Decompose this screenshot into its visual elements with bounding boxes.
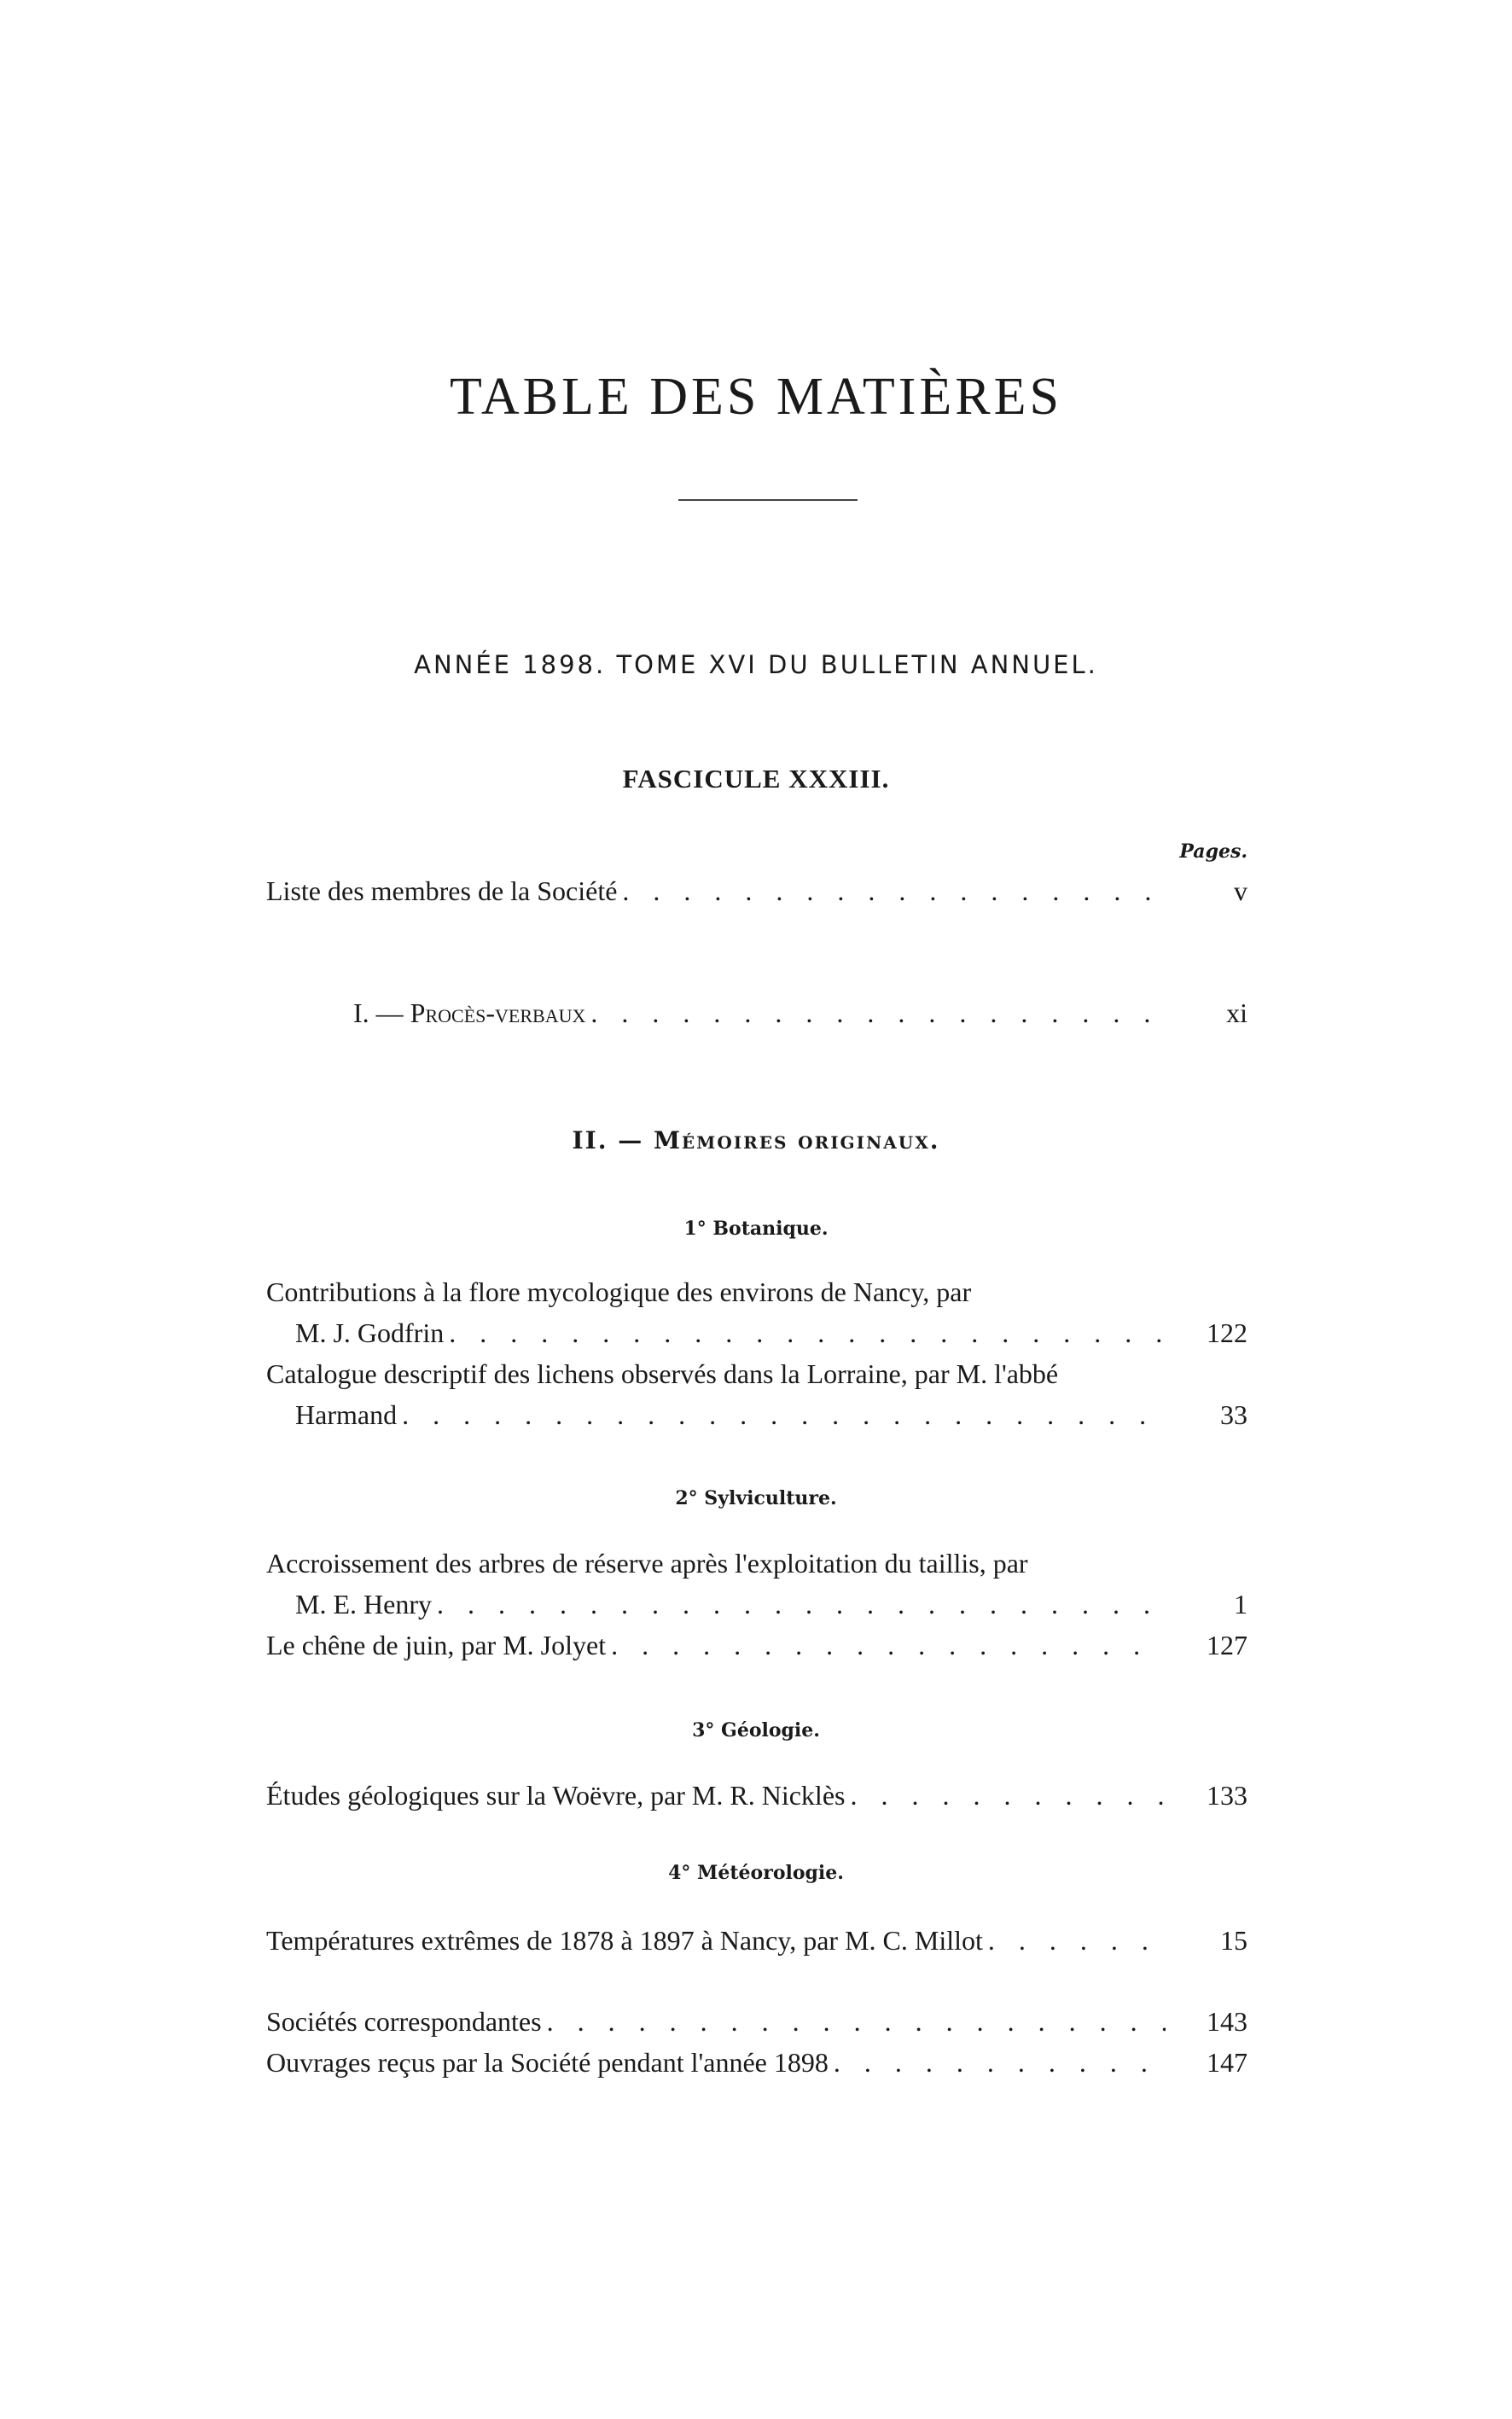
toc-page-number: v xyxy=(1234,875,1247,906)
toc-entry-text: I. — Procès-verbaux xyxy=(353,997,586,1028)
toc-entry-text-cont: M. J. Godfrin xyxy=(295,1317,445,1348)
toc-back-matter xyxy=(266,2001,1247,2083)
toc-page-number: 122 xyxy=(1207,1317,1247,1348)
fascicule-heading: FASCICULE XXXIII. xyxy=(622,764,890,794)
volume-subheading: ANNÉE 1898. TOME XVI DU BULLETIN ANNUEL. xyxy=(414,650,1098,679)
toc-entry-nickles xyxy=(266,1775,1247,1816)
subsection-heading-sylviculture: 2° Sylviculture. xyxy=(675,1487,837,1509)
leader-dots xyxy=(397,1394,1166,1435)
toc-entry-godfrin xyxy=(266,1271,1247,1353)
toc-page-number: 133 xyxy=(1207,1780,1247,1811)
subsection-heading-geologie: 3° Géologie. xyxy=(692,1719,820,1742)
toc-entry-text: Contributions à la flore mycologique des environs de Nancy, par xyxy=(266,1276,972,1307)
section-heading-memoires: II. — Mémoires originaux. xyxy=(572,1126,940,1154)
toc-entry-text: Accroissement des arbres de réserve après l'exploitation du taillis, par xyxy=(266,1548,1028,1579)
toc-entry-henry xyxy=(266,1543,1247,1666)
toc-entry-text: Liste des membres de la Société xyxy=(266,875,618,906)
toc-entry-text: Catalogue descriptif des lichens observés dans la Lorraine, par M. l'abbé xyxy=(266,1358,1059,1389)
toc-entry-text: Températures extrêmes de 1878 à 1897 à Nancy, par M. C. Millot xyxy=(266,1925,983,1956)
leader-dots xyxy=(444,1312,1166,1353)
leader-dots xyxy=(845,1775,1166,1816)
toc-page-number: 143 xyxy=(1207,2006,1247,2037)
toc-page-number: 127 xyxy=(1207,1630,1247,1660)
subsection-heading-meteorologie: 4° Météorologie. xyxy=(668,1862,844,1884)
toc-page-number: 15 xyxy=(1220,1925,1247,1956)
toc-entry-text-cont: Harmand xyxy=(295,1399,398,1430)
toc-page-number: 1 xyxy=(1234,1589,1247,1619)
page-title: TABLE DES MATIÈRES xyxy=(449,368,1063,426)
toc-entry-harmand xyxy=(266,1353,1247,1435)
leader-dots xyxy=(617,870,1166,911)
leader-dots xyxy=(606,1625,1166,1666)
toc-entry-proces-verbaux xyxy=(353,992,1247,1033)
leader-dots xyxy=(432,1584,1166,1625)
subsection-heading-botanique: 1° Botanique. xyxy=(683,1218,829,1240)
toc-entry-text-cont: M. E. Henry xyxy=(295,1589,432,1619)
toc-entry-members xyxy=(266,870,1247,911)
leader-dots xyxy=(983,1920,1166,1961)
leader-dots xyxy=(829,2042,1166,2083)
toc-entry-text: Sociétés correspondantes xyxy=(266,2006,542,2037)
title-rule xyxy=(678,499,858,501)
toc-entry-text: Études géologiques sur la Woëvre, par M. R. Nicklès xyxy=(266,1780,846,1811)
toc-entry-millot xyxy=(266,1920,1247,1961)
toc-page-number: 147 xyxy=(1207,2047,1247,2078)
toc-entry-text: Ouvrages reçus par la Société pendant l'année 1898 xyxy=(266,2047,829,2078)
toc-page-number: 33 xyxy=(1220,1399,1247,1430)
toc-page-number: xi xyxy=(1226,997,1247,1028)
toc-entry-text: Le chêne de juin, par M. Jolyet xyxy=(266,1630,607,1660)
pages-column-label: Pages. xyxy=(1179,840,1247,863)
leader-dots xyxy=(542,2001,1166,2042)
leader-dots xyxy=(585,992,1166,1033)
